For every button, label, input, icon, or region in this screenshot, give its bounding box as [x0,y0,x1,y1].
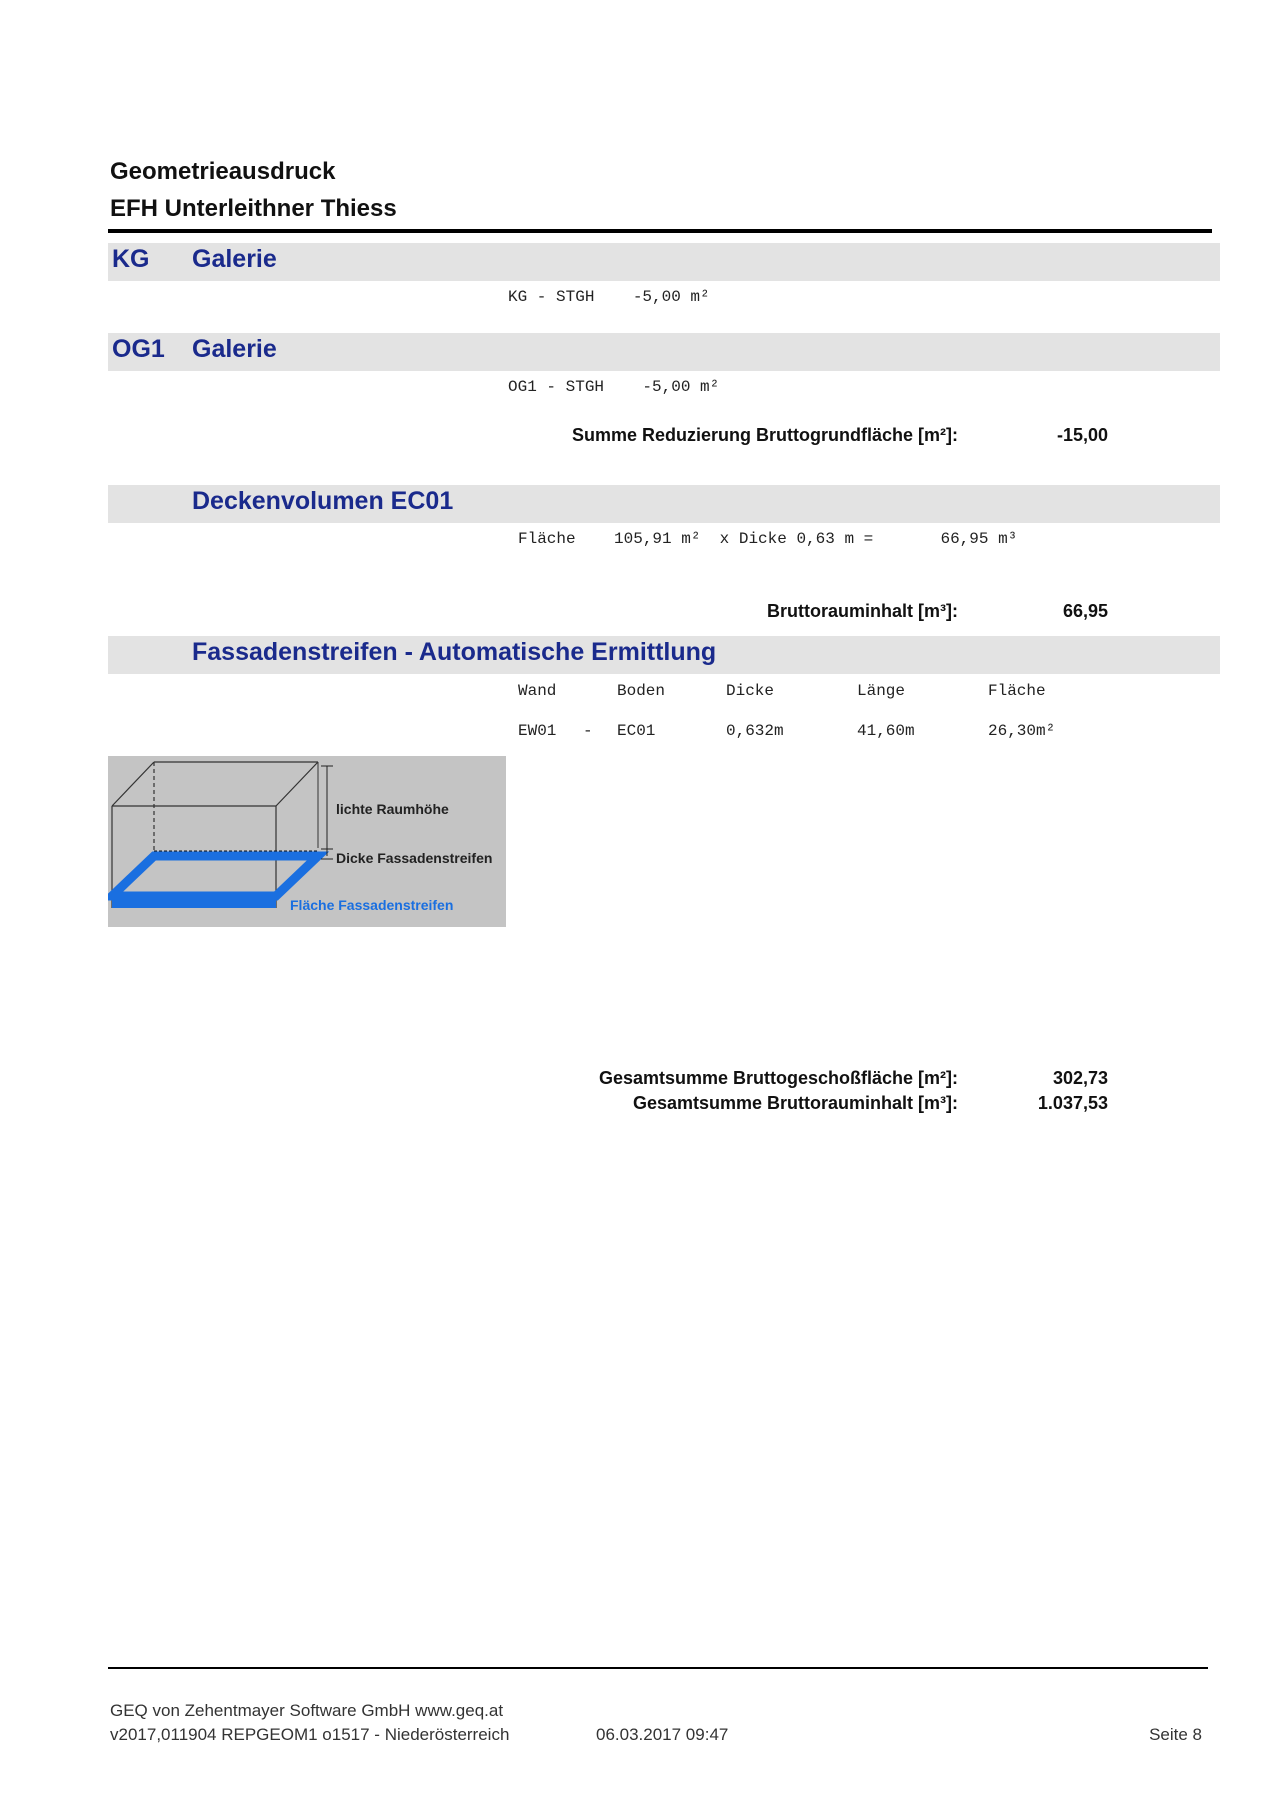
row-boden: EC01 [617,722,656,740]
row-wand: EW01 [518,722,557,740]
total-brutto-raum-value: 1.037,53 [1037,1093,1108,1113]
col-header-dicke: Dicke [726,682,775,700]
total-brutto-raum-label: Gesamtsumme Bruttorauminhalt [m³]: [632,1093,958,1113]
footer-company: GEQ von Zehentmayer Software GmbH www.geq.at [110,1701,504,1720]
row-separator: - [583,722,593,740]
diagram-strip-front [112,896,276,908]
header-divider [108,229,1212,233]
project-title: EFH Unterleithner Thiess [110,195,397,222]
document-title: Geometrieausdruck [110,158,336,185]
decke-sum-label: Bruttorauminhalt [m³]: [767,601,958,621]
section-code-kg: KG [112,245,150,273]
col-header-laenge: Länge [857,682,906,700]
col-header-boden: Boden [617,682,666,700]
col-header-wand: Wand [518,682,557,700]
section-title-decke: Deckenvolumen EC01 [192,487,454,515]
reduction-sum-value: -15,00 [1056,425,1108,445]
section-title-kg: Galerie [192,245,277,273]
decke-volume-line: Fläche 105,91 m² x Dicke 0,63 m = 66,95 m³ [518,530,1018,548]
decke-sum-value: 66,95 [1062,601,1108,621]
total-brutto-geschoss-label: Gesamtsumme Bruttogeschoßfläche [m²]: [598,1068,958,1088]
section-band-fassade [108,636,1220,674]
row-laenge: 41,60m [857,722,915,740]
footer-version: v2017,011904 REPGEOM1 o1517 - Niederösterreich [110,1725,510,1744]
section-title-og1: Galerie [192,335,277,363]
footer-divider [108,1667,1208,1669]
section-band-og1 [108,333,1220,371]
total-brutto-geschoss-value: 302,73 [1052,1068,1108,1088]
diagram-label-area: Fläche Fassadenstreifen [290,897,454,913]
row-flaeche: 26,30m² [988,722,1056,740]
section-title-fassade: Fassadenstreifen - Automatische Ermittlung [192,638,717,666]
diagram-label-thickness: Dicke Fassadenstreifen [336,850,493,866]
diagram-label-height: lichte Raumhöhe [336,801,449,817]
footer-datetime: 06.03.2017 09:47 [596,1725,729,1744]
og1-stgh-line: OG1 - STGH -5,00 m² [508,378,720,396]
col-header-flaeche: Fläche [988,682,1046,700]
fassadenstreifen-diagram [108,756,506,927]
reduction-sum-label: Summe Reduzierung Bruttogrundfläche [m²]: [572,425,958,445]
section-code-og1: OG1 [112,335,165,363]
row-dicke: 0,632m [726,722,784,740]
footer-page-number: Seite 8 [1149,1725,1202,1744]
section-band-kg [108,243,1220,281]
section-band-decke [108,485,1220,523]
kg-stgh-line: KG - STGH -5,00 m² [508,288,710,306]
